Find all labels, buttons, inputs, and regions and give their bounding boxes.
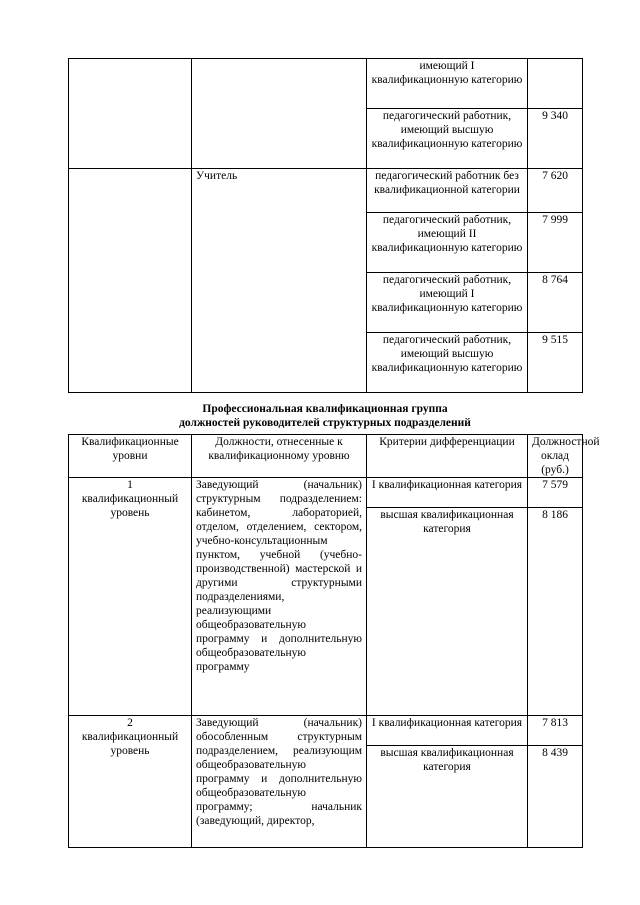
criteria-cell: I квалификационная категория — [367, 478, 528, 508]
level-cell — [69, 716, 192, 848]
salary-cell: 8 764 — [528, 273, 583, 333]
salary-cell: 7 813 — [528, 716, 583, 746]
level-number: 2 — [127, 717, 133, 729]
criteria-cell: высшая квалификационная категория — [367, 508, 528, 716]
salary-cell: 9 340 — [528, 109, 583, 169]
position-cell: Учитель — [192, 169, 367, 393]
salary-cell: 7 620 — [528, 169, 583, 213]
criteria-cell: высшая квалификационная категория — [367, 746, 528, 848]
table-cell — [192, 59, 367, 169]
salary-table — [68, 434, 600, 848]
level-number: 1 — [127, 479, 133, 491]
salary-cell: 7 999 — [528, 213, 583, 273]
table-cell — [69, 59, 192, 169]
level-cell — [69, 478, 192, 716]
salary-cell: 7 579 — [528, 478, 583, 508]
positions-cell: Заведующий (начальник) обособленным структурным подразделением, реализующим общеобразовательную программу и дополнительную общеобразовательную программу; начальник (заведующий, директор, — [192, 716, 367, 848]
header-cell: Критерии дифференциации — [367, 435, 528, 478]
criteria-cell: педагогический работник, имеющий II квалификационную категорию — [367, 213, 528, 273]
salary-table-continued — [68, 58, 583, 393]
criteria-cell: педагогический работник, имеющий высшую квалификационную категорию — [367, 109, 528, 169]
criteria-cell: I квалификационная категория — [367, 716, 528, 746]
level-text: квалификационный уровень — [81, 493, 179, 519]
criteria-cell: педагогический работник, имеющий высшую квалификационную категорию — [367, 333, 528, 393]
criteria-cell: педагогический работник без квалификационной категории — [367, 169, 528, 213]
header-cell: Должности, отнесенные к квалификационному уровню — [192, 435, 367, 478]
salary-cell: 8 439 — [528, 746, 583, 848]
criteria-cell: педагогический работник, имеющий I квалификационную категорию — [367, 273, 528, 333]
header-cell: Должностной оклад (руб.) — [528, 435, 583, 478]
positions-cell: Заведующий (начальник) структурным подразделением: кабинетом, лабораторией, отделом, отделением, сектором, учебно-консультационным пунктом, учебной (учебно-производственной) мастерской и другими структурными подразделениями, реализующими общеобразовательную программу и дополнительную общеобразовательную программу — [192, 478, 367, 716]
section-subtitle: должностей руководителей структурных подразделений — [179, 417, 471, 429]
table-cell — [69, 169, 192, 393]
salary-cell: 9 515 — [528, 333, 583, 393]
salary-cell: 8 186 — [528, 508, 583, 716]
criteria-cell: имеющий I квалификационную категорию — [367, 59, 528, 109]
header-cell: Квалификационные уровни — [69, 435, 192, 478]
section-title: Профессиональная квалификационная группа — [202, 403, 448, 415]
salary-cell — [528, 59, 583, 109]
level-text: квалификационный уровень — [81, 731, 179, 757]
